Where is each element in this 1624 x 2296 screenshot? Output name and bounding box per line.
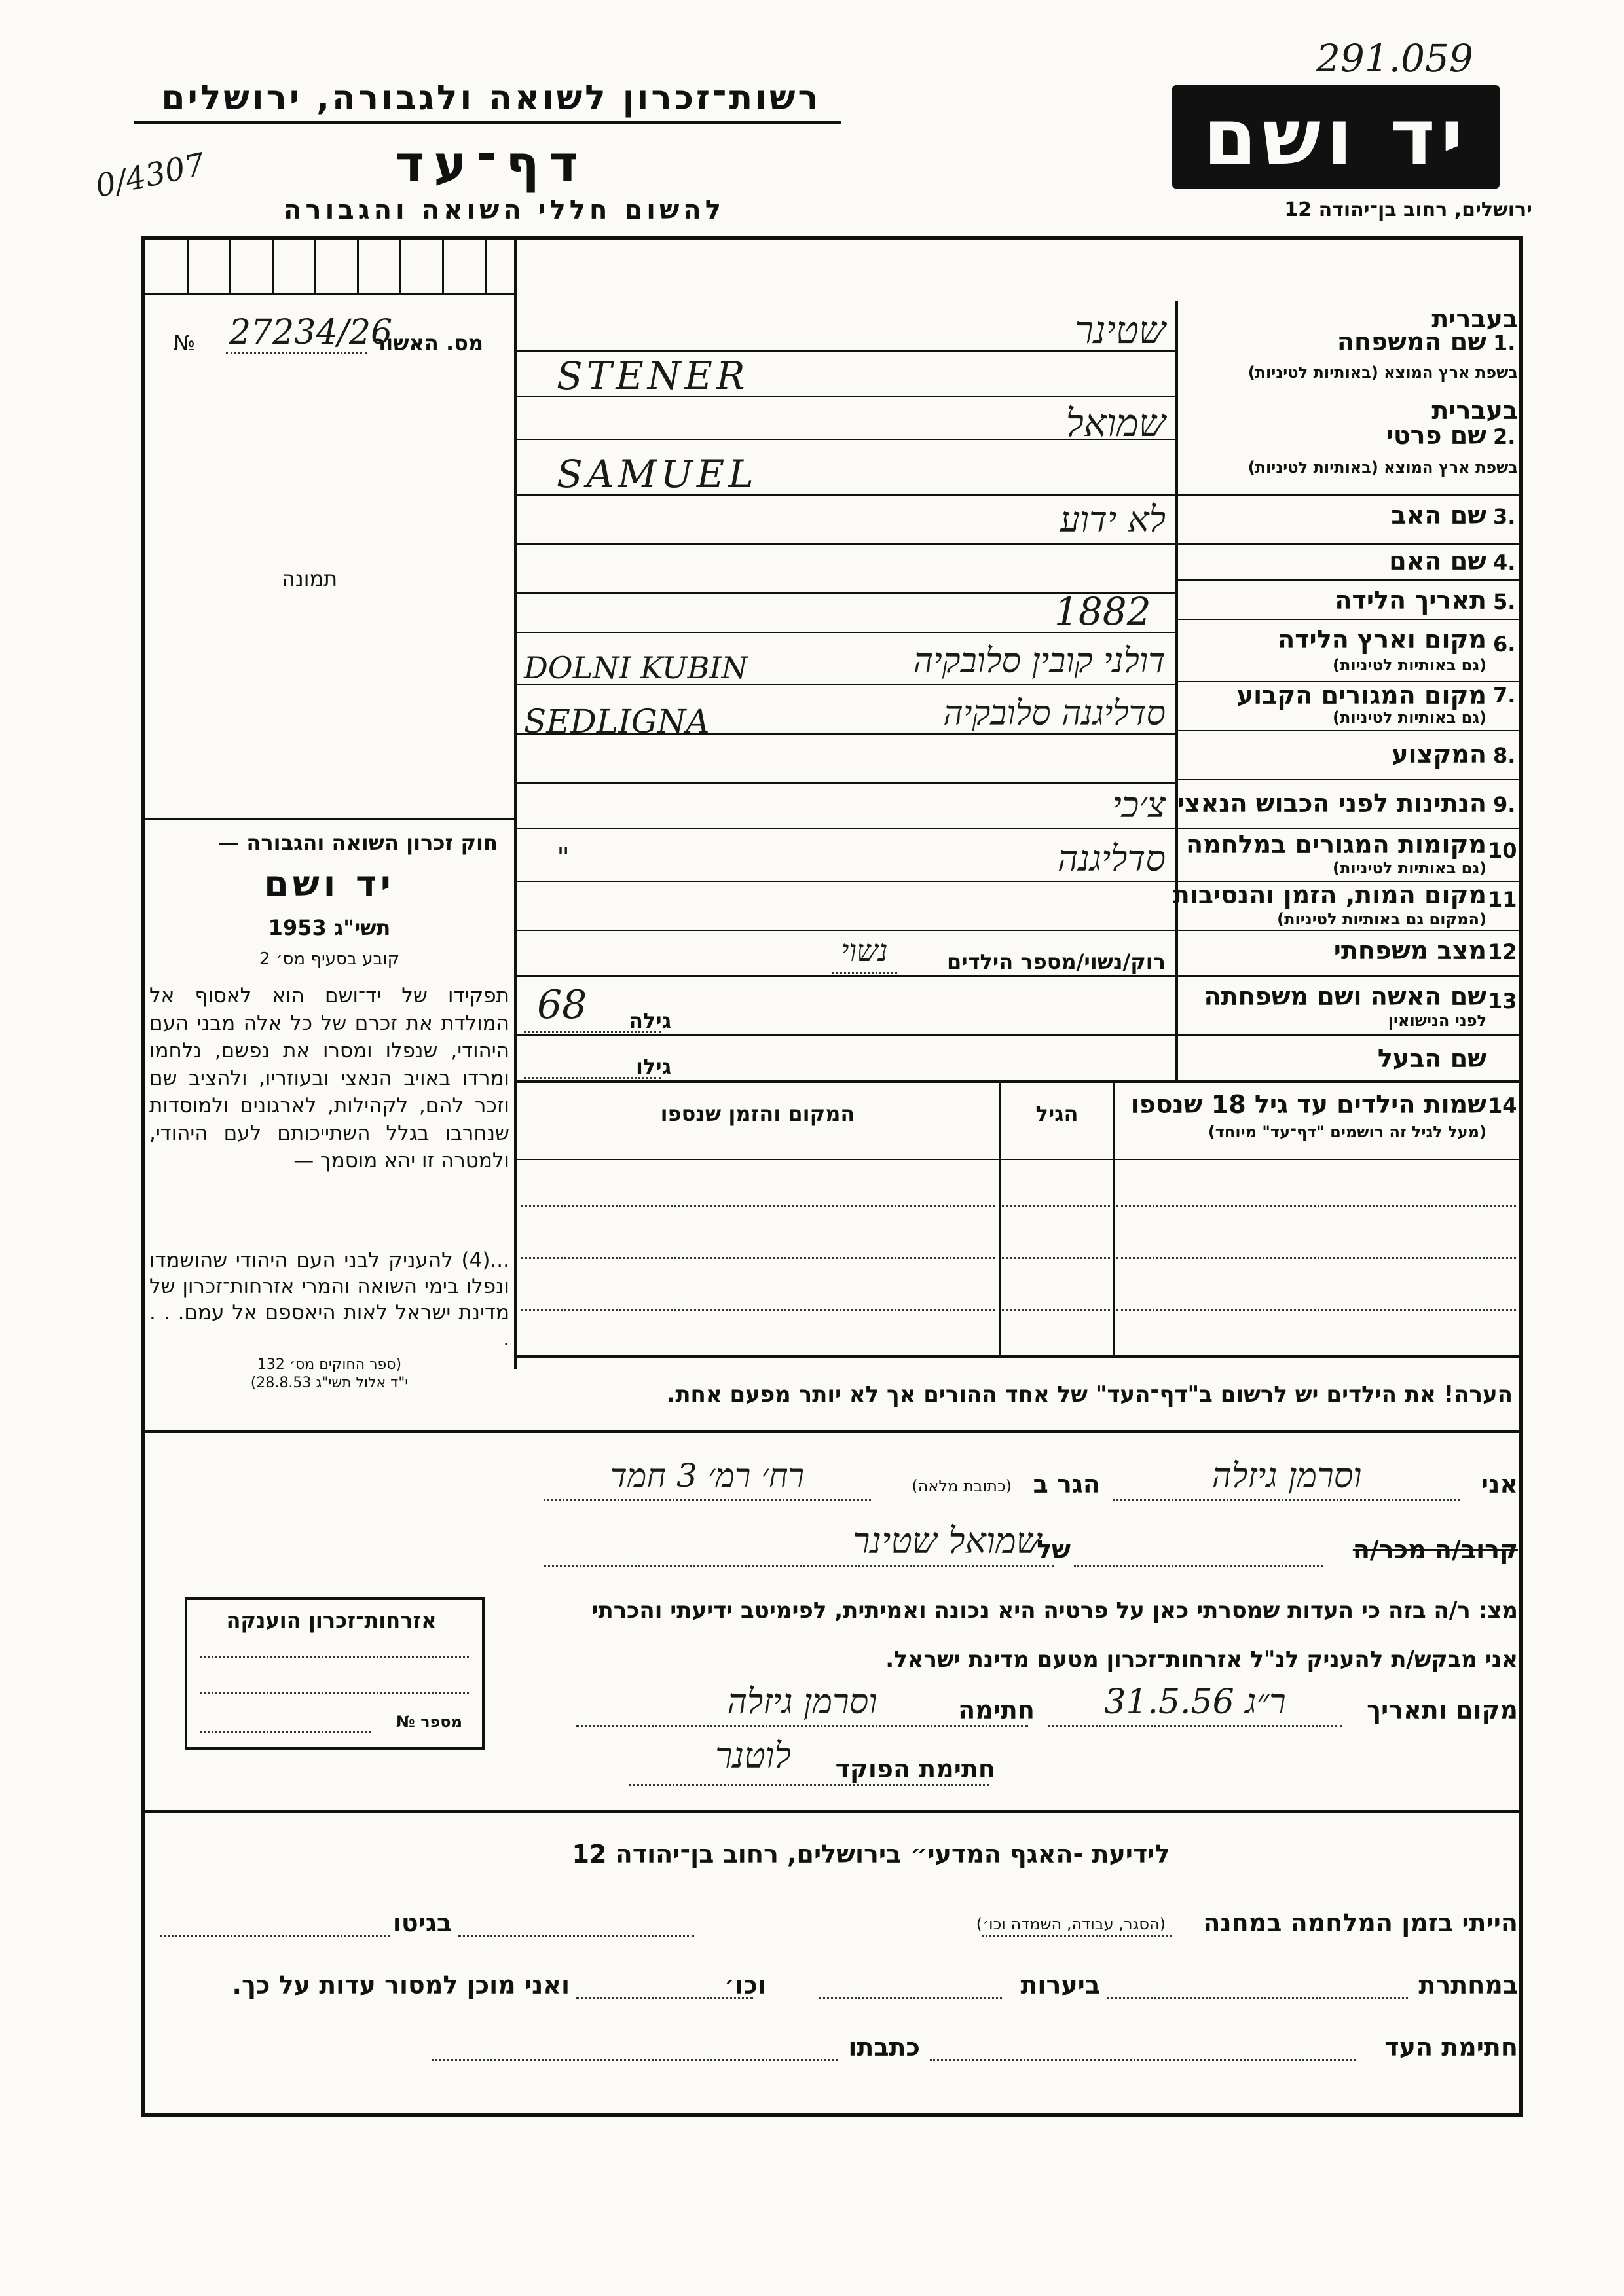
- footer-ghetto-label: בגיטו: [392, 1908, 452, 1937]
- f10-label: מקומות המגורים במלחמה: [1185, 830, 1486, 859]
- f5-label: תאריך הלידה: [1335, 586, 1486, 615]
- f13-label: שם האשה ושם משפחתה: [1204, 982, 1486, 1011]
- f9-label: הנתינות לפני הכבוש הנאצי: [1177, 789, 1486, 818]
- f1-label: שם המשפחה: [1337, 327, 1486, 356]
- f10-value: סדליגנה: [1057, 838, 1166, 879]
- f6-label: מקום וארץ הלידה: [1278, 625, 1486, 654]
- decl-officer-label: חתימת הפוקד: [835, 1755, 995, 1783]
- f2-label: שם פרטי: [1386, 421, 1486, 450]
- footer-title: לידיעת -האגף המדעי״ בירושלים, רחוב בן־יהודה 12: [572, 1840, 1170, 1868]
- f3-value: לא ידוע: [1060, 499, 1166, 540]
- law-year-heb: תשי"ג: [333, 915, 391, 940]
- footer-etc-label: וכו׳: [724, 1971, 766, 1999]
- footer-camp-hint: (הסגר, עבודה, השמדה וכו׳): [976, 1915, 1166, 1933]
- decl-place-date: ר״ג 31.5.56: [1104, 1683, 1286, 1722]
- f6-latin-value: DOLNI KUBIN: [524, 650, 748, 685]
- yad-vashem-logo: [1172, 85, 1500, 189]
- footer-witness-signature-label: חתימת העד: [1384, 2033, 1518, 2062]
- decl-signature: וסרמן גיזלה: [727, 1683, 877, 1722]
- f12-value: נשוי: [841, 933, 888, 968]
- law-text-2: ...(4) להעניק לבני העם היהודי שהושמדו ונפלו בימי השואה והמרי אזרחות־זכרון של מדינת ישראל לאות היאספם אל עמם. . . .: [149, 1248, 509, 1351]
- citizenship-box-number: מספר №: [396, 1713, 462, 1731]
- law-text-1: תפקידו של יד־ושם הוא לאסוף אל המולדת את זכרם של כל אלה מבני העם היהודי, שנפלו ומסרו את נפשם, נלחמו ומרדו באויב הנאצי ובעוזריו, ולהציב שם וזכר להם, לקהילות, לארגונים ולמוסדות שנחרבו בגלל השתייכותם לעם היהודי, ולמטרה זו יהא מוסמך —: [149, 984, 509, 1173]
- frame-left: [141, 236, 145, 2117]
- law-ref-2: י"ד אלול תשי"ג 28.8.53): [250, 1375, 409, 1391]
- f6-sub: (גם באותיות לטיניות): [1333, 656, 1486, 674]
- decl-statement-1: מצ: ר/ה בזה כי העדות שמסרתי כאן על פרטיה היא נכונה ואמיתית, לפימיטב ידיעתי והכרתי: [591, 1597, 1518, 1624]
- f1-latin-value: STENER: [557, 354, 749, 398]
- f1-heb-label: בעברית: [1431, 304, 1518, 333]
- footer-forests-label: ביערות: [1020, 1971, 1100, 1999]
- footer-underground-label: במחתרת: [1418, 1971, 1518, 1999]
- decl-statement-2: אני מבקש/ת להעניק לנ"ל אזרחות־זכרון מטעם מדינת ישראל.: [885, 1647, 1518, 1673]
- law-year-num: 1953: [268, 915, 327, 940]
- f13-age-value: 68: [537, 982, 587, 1028]
- authority-title: רשות־זכרון לשואה ולגבורה, ירושלים: [161, 79, 821, 118]
- f13-age-label: גילה: [628, 1008, 671, 1033]
- law-name: יד ושם: [264, 863, 395, 904]
- decl-of-value: שמואל שטינר: [853, 1520, 1041, 1561]
- decl-relation-label: קרוב/ה מכר/ה: [1352, 1535, 1518, 1564]
- decl-ani: אני: [1481, 1470, 1518, 1499]
- f6-number: 6.: [1493, 632, 1516, 657]
- f13-sub: לפני הנישואין: [1388, 1011, 1486, 1030]
- decl-address-hint: (כתובת מלאה): [912, 1477, 1012, 1495]
- f7-heb-value: סדליגנה סלובקיה: [943, 694, 1166, 733]
- frame-bottom: [141, 2113, 1522, 2117]
- archive-number: 291.059: [1316, 36, 1473, 81]
- logo-text: יד ושם: [1203, 92, 1469, 182]
- decl-name: וסרמן גיזלה: [1211, 1457, 1362, 1496]
- f12-number: 12.: [1488, 939, 1525, 964]
- decl-place-date-label: מקום ותאריך: [1367, 1696, 1518, 1724]
- f10-sub: (גם באותיות לטיניות): [1333, 859, 1486, 877]
- f4-number: 4.: [1493, 550, 1516, 575]
- f10-number: 10.: [1488, 838, 1525, 863]
- law-year: [145, 915, 514, 940]
- decl-address: רח׳ רמ׳ 3 חמד: [610, 1457, 804, 1495]
- f8-label: המקצוע: [1392, 740, 1486, 769]
- left-handwritten-number: 0/4307: [92, 146, 208, 205]
- approval-number: 27234/26: [229, 313, 393, 352]
- photo-label: תמונה: [282, 566, 338, 591]
- f2-latin-value: SAMUEL: [557, 452, 758, 496]
- f10-ditto: ": [557, 841, 570, 875]
- children-col-age: הגיל: [1035, 1101, 1079, 1126]
- institution-address: ירושלים, רחוב בן־יהודה 12: [1284, 198, 1532, 221]
- husband-label: שם הבעל: [1377, 1044, 1486, 1073]
- frame-right: [1519, 236, 1522, 2117]
- law-title: חוק זכרון השואה והגבורה —: [218, 830, 498, 855]
- f6-heb-value: דולני קובין סלובקיה: [913, 642, 1166, 681]
- frame-top: [141, 236, 1522, 240]
- f1-latin-label: בשפת ארץ המוצא (באותיות לטיניות): [1247, 363, 1518, 382]
- children-col-place: המקום והזמן שנספו: [660, 1101, 855, 1126]
- children-label: שמות הילדים עד גיל 18 שנספו: [1130, 1090, 1486, 1119]
- citizenship-box-title: אזרחות־זכרון הוענקה: [226, 1608, 437, 1633]
- children-number: 14.: [1488, 1093, 1525, 1118]
- f3-number: 3.: [1493, 504, 1516, 529]
- f11-label: מקום המות, הזמן והנסיבות: [1172, 881, 1486, 909]
- f2-heb-label: בעברית: [1431, 396, 1518, 425]
- f9-value: צ׳כי: [1112, 784, 1166, 826]
- f11-sub: (המקום גם באותיות לטיניות): [1277, 910, 1486, 928]
- f3-label: שם האב: [1391, 501, 1486, 530]
- f1-number: 1.: [1493, 331, 1516, 355]
- approval-label: מס. האשור: [373, 331, 483, 355]
- f9-number: 9.: [1493, 792, 1516, 817]
- footer-willing-label: ואני מוכן למסור עדות על כך.: [232, 1971, 570, 1999]
- note-text: הערה! את הילדים יש לרשום ב"דף־העד" של אחד ההורים אך לא יותר מפעם אחת.: [667, 1381, 1513, 1408]
- citizenship-box: [185, 1597, 485, 1750]
- footer-address-label: כתבתו: [848, 2033, 920, 2062]
- f5-number: 5.: [1493, 589, 1516, 614]
- f7-latin-value: SEDLIGNA: [524, 702, 710, 740]
- f7-sub: (גם באותיות לטיניות): [1333, 708, 1486, 727]
- children-sub: (מעל לגיל זה רושמים "דף־עד" מיוחד): [1208, 1123, 1486, 1141]
- f12-label: מצב משפחתי: [1333, 936, 1486, 965]
- f8-number: 8.: [1493, 743, 1516, 768]
- husband-age-label: גילו: [635, 1054, 671, 1079]
- f2-latin-label: בשפת ארץ המוצא (באותיות לטיניות): [1247, 458, 1518, 477]
- f13-number: 13.: [1488, 989, 1525, 1013]
- f4-label: שם האם: [1389, 547, 1486, 575]
- page-subtitle: להשום חללי השואה והגבורה: [284, 195, 725, 225]
- law-clause: קובע בסעיף מס׳ 2: [259, 949, 400, 969]
- law-ref-1: (ספר החוקים מס׳ 132: [257, 1357, 402, 1373]
- f2-number: 2.: [1493, 424, 1516, 449]
- footer-camp-label: הייתי בזמן המלחמה במחנה: [1203, 1908, 1518, 1937]
- page-title: דף־עד: [395, 134, 587, 192]
- f2-heb-value: שמואל: [1065, 401, 1166, 445]
- f12-status-label: רוק/נשוי/מספר הילדים: [947, 949, 1166, 974]
- f7-number: 7.: [1493, 683, 1516, 708]
- approval-no-sign: №: [174, 331, 196, 355]
- f5-value: 1882: [1054, 589, 1151, 634]
- f1-heb-value: שטינר: [1075, 308, 1166, 352]
- f7-label: מקום המגורים הקבוע: [1236, 681, 1486, 710]
- decl-resides: הגר ב: [1033, 1470, 1100, 1499]
- decl-of-label: של: [1037, 1535, 1071, 1564]
- decl-signature-label: חתימה: [958, 1696, 1035, 1724]
- f11-number: 11.: [1488, 887, 1525, 912]
- decl-officer-signature: לוטנר: [715, 1735, 791, 1776]
